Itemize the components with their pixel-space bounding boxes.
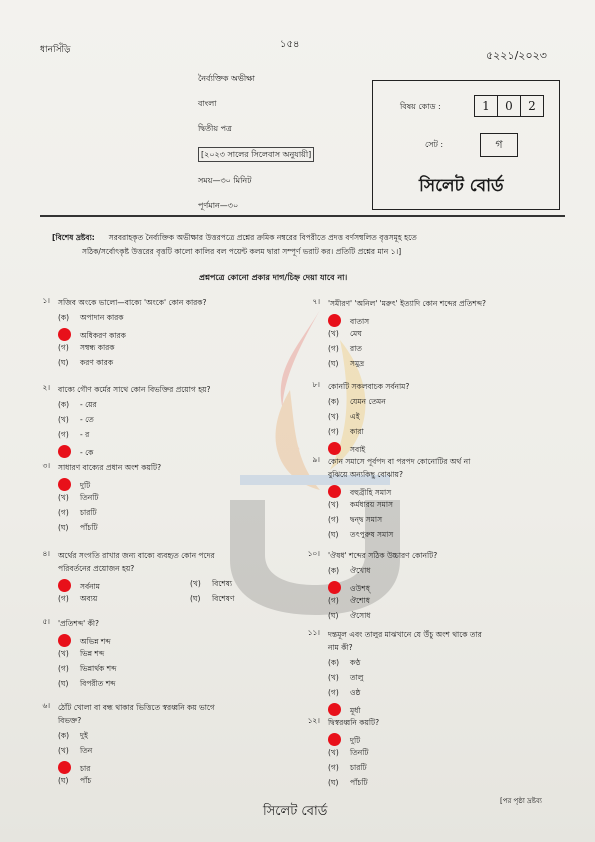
answer-option [58,776,91,788]
answer-option [58,634,111,649]
page-number: ১৫৪ [280,39,300,50]
answer-option [190,579,232,591]
option-marker: (গ) [328,688,339,697]
answer-option [328,485,391,500]
exam-info [198,72,314,224]
option-text: ঔসোধ [350,611,371,620]
question-text: দ্বিস্বরধ্বনি কয়টি? [328,718,380,727]
answer-option [58,313,124,325]
option-marker: (ঘ) [328,611,339,620]
footer-board-name: সিলেট বোর্ড [263,804,328,819]
option-text: দুটি [80,481,91,490]
answer-option [58,523,98,535]
answer-option [58,400,97,412]
question-text: 'সমীরণ' 'অনিল' 'মরুৎ' ইত্যাদি কোন শব্দের প্রতিশব্দ? [328,299,487,308]
option-marker: (খ) [328,412,339,421]
option-text: সমুদ্র [350,359,365,368]
answer-option [328,763,367,775]
board-name: সিলেট বোর্ড [419,176,504,196]
option-text: কণ্ঠ [350,658,361,667]
option-text: সর্বনাম [80,582,100,591]
divider [40,215,565,217]
question-number: ৮। [312,380,320,389]
option-marker: (ঘ) [328,359,339,368]
answer-option [58,594,97,606]
answer-option [58,430,89,442]
option-marker: (খ) [328,500,339,509]
option-text: বিপরীত শব্দ [80,679,116,688]
question-number: ২। [42,383,50,392]
answer-option [328,673,363,685]
option-marker: (ঘ) [328,530,339,539]
answer-option [328,427,364,439]
answer-option [58,445,93,460]
answer-option [328,515,382,527]
answer-option [58,731,88,743]
answer-option [328,748,368,760]
instructions [52,231,572,259]
filled-answer-bubble [328,314,341,327]
question-number: ১। [42,296,50,305]
answer-option [58,579,100,594]
paper-name: দ্বিতীয় পত্র [198,124,232,133]
set-label: সেট : [425,140,444,149]
answer-option [58,664,116,676]
code-digit: 2 [528,99,536,113]
option-text: চারটি [80,508,97,517]
option-text: পাঁচটি [80,523,98,532]
option-text: সম্বন্ধ কারক [80,343,115,352]
option-text: পাঁচটি [350,778,368,787]
answer-option [328,688,360,700]
question-text: সাধারণ বাক্যের প্রধান অংশ কয়টি? [58,463,162,472]
answer-option [58,761,90,776]
option-text: তালু [350,673,364,682]
option-marker: (ঘ) [190,594,201,603]
syllabus-note: [২০২৩ সালের সিলেবাস অনুযায়ী] [198,147,314,162]
exam-type: নৈর্ব্যক্তিক অভীক্ষা [198,74,255,83]
option-text: অধিকরণ কারক [80,331,126,340]
exam-time: সময়—৩০ মিনিট [198,176,252,185]
option-marker: (খ) [58,746,69,755]
option-text: দুটি [350,736,361,745]
answer-option [58,478,90,493]
filled-answer-bubble [58,445,71,458]
answer-option [328,566,370,578]
option-text: তিনটি [80,493,99,502]
question-number: ৩। [42,461,50,470]
question-text: কোনটি সকলবাচক সর্বনাম? [328,382,410,391]
question-text: অর্থের সংগতি রাখার জন্য বাক্যে ব্যবহৃত কোন পদের [58,551,215,560]
option-marker: (গ) [58,594,69,603]
question-text: 'প্রতিশব্দ' কী? [58,619,99,628]
option-text: চার [80,764,91,773]
option-marker: (গ) [58,343,69,352]
answer-option [328,778,368,790]
filled-answer-bubble [328,733,341,746]
filled-answer-bubble [328,442,341,455]
option-marker: (গ) [328,596,339,605]
filled-answer-bubble [58,328,71,341]
subject-code-label: বিষয় কোড : [400,102,441,111]
answer-option [58,746,92,758]
answer-option [328,314,369,329]
question-text: নাম কী? [328,643,353,652]
option-marker: (ঘ) [58,679,69,688]
code-digit: 0 [498,96,521,116]
question-text: বিভক্ত? [58,716,82,725]
option-text: মূর্ধা [350,706,361,715]
filled-answer-bubble [58,579,71,592]
question-number: ১২। [307,716,320,725]
filled-answer-bubble [58,478,71,491]
answer-option [328,344,362,356]
option-marker: (গ) [328,427,339,436]
answer-option [328,329,362,341]
option-text: ঔখোধ [350,566,371,575]
answer-option [328,500,393,512]
filled-answer-bubble [328,485,341,498]
question-text: পরিবর্তনের প্রয়োজন হয়? [58,564,135,573]
option-text: ওষ্ঠ [350,688,361,697]
question-code: ৫২২১/২০২৩ [486,49,547,62]
option-marker: (খ) [190,579,201,588]
question-number: ৬। [42,701,50,710]
instructions-text-1: সরবরাহকৃত নৈর্ব্যক্তিক অভীক্ষার উত্তরপত্রে প্রশ্নের ক্রমিক নম্বরের বিপরীতে প্রদত্ত বর্ণসম্বলিত বৃত্তসমূহ হতে [108,233,417,242]
option-marker: (গ) [328,344,339,353]
option-marker: (খ) [58,493,69,502]
option-text: দুই [80,731,88,740]
option-text: চারটি [350,763,367,772]
question-number: ১১। [307,628,320,637]
question-number: ৯। [312,455,320,464]
question-number: ১০। [307,549,320,558]
question-text: বুঝিয়ে অন্যকিছু বোঝায়? [328,470,403,479]
option-marker: (গ) [58,664,69,673]
option-text: - কে [80,448,94,457]
filled-answer-bubble [58,761,71,774]
option-text: এই [350,412,360,421]
option-marker: (ক) [58,731,70,740]
option-text: করণ কারক [80,358,114,367]
answer-option [58,679,115,691]
answer-option [190,594,234,606]
option-text: দ্বন্দ্ব সমাস [350,515,383,524]
question-text: দন্তমূল এবং তালুর মাঝখানে যে উঁচু অংশ থাকে তার [328,630,482,639]
option-text: বিশেষ্য [212,579,233,588]
answer-option [328,596,370,608]
filled-answer-bubble [328,581,341,594]
answer-option [328,530,393,542]
answer-option [58,493,98,505]
no-marks-note: প্রশ্নপত্রে কোনো প্রকার দাগ/চিহ্ন দেয়া যাবে না। [199,273,348,282]
option-text: রাত [350,344,362,353]
filled-answer-bubble [58,634,71,647]
option-marker: (গ) [58,430,69,439]
subject-name: বাংলা [198,99,217,108]
option-marker: (গ) [58,508,69,517]
question-text: 'ঔষধ' শব্দের সঠিক উচ্চারণ কোনটি? [328,551,438,560]
option-text: কারা [350,427,364,436]
subject-code-box [372,80,560,210]
answer-option [58,508,97,520]
instructions-label: [বিশেষ দ্রষ্টব্য: [52,233,95,242]
option-text: বিশেষণ [212,594,235,603]
option-text: ভিন্নার্থক শব্দ [80,664,117,673]
option-text: যেমন তেমন [350,397,386,406]
option-marker: (খ) [328,748,339,757]
option-marker: (খ) [328,673,339,682]
answer-option [328,359,364,371]
answer-option [328,733,360,748]
option-marker: (ঘ) [58,358,69,367]
question-text: কোন সমাসে পূর্বপদ বা পরপদ কোনোটির অর্থ না [328,457,471,466]
page-turn-note: [পর পৃষ্ঠা দ্রষ্টব্য [500,797,542,805]
question-number: ৭। [312,297,320,306]
answer-option [328,611,371,623]
option-text: বহুব্রীহি সমাস [350,488,392,497]
option-text: পাঁচ [80,776,92,785]
subject-code-digits [474,95,544,117]
answer-option [58,415,94,427]
option-marker: (ঘ) [58,776,69,785]
option-marker: (ক) [58,400,70,409]
option-marker: (ঘ) [328,778,339,787]
option-marker: (ক) [328,566,340,575]
option-marker: (গ) [328,515,339,524]
answer-option [328,397,386,409]
option-marker: (খ) [58,415,69,424]
header-left-label: ধানসিঁড়ি [40,45,71,55]
option-text: - তে [80,415,94,424]
option-marker: (ক) [328,658,340,667]
answer-option [58,343,115,355]
question-text: ঠোঁট খোলা বা বন্ধ থাকার ভিত্তিতে স্বরধ্বনি কয় ভাগে [58,703,215,712]
option-text: অপাদান কারক [80,313,124,322]
option-text: - য়ের [80,400,97,409]
answer-option [328,581,370,596]
full-marks: পূর্ণমান—৩০ [198,201,239,210]
answer-option [328,658,360,670]
option-marker: (ঘ) [58,523,69,532]
instructions-text-2: সঠিক/সর্বোৎকৃষ্ট উত্তরের বৃত্তটি কালো কালির বল পয়েন্ট কলম দ্বারা সম্পূর্ণ ভরাট কর। প্রতিটি প্রশ্নের মান ১।] [82,247,402,256]
answer-option [58,358,113,370]
question-text: সজিব অংকে ভালো—বাক্যে 'অংকে' কোন কারক? [58,298,207,307]
option-text: অভিন্ন শব্দ [80,637,111,646]
option-marker: (ক) [328,397,340,406]
option-marker: (গ) [328,763,339,772]
option-text: ভিন্ন শব্দ [80,649,105,658]
option-marker: (ক) [58,313,70,322]
option-text: অব্যয় [80,594,98,603]
filled-answer-bubble [328,703,341,716]
option-marker: (খ) [58,649,69,658]
question-number: ৪। [42,549,50,558]
code-digit: 1 [475,96,498,116]
answer-option [328,412,360,424]
option-text: তিনটি [350,748,369,757]
option-text: - র [80,430,90,439]
answer-option [58,649,104,661]
question-text: বাক্যে গৌণ কর্মের সাথে কোন বিভক্তির প্রয়োগ হয়? [58,385,211,394]
question-number: ৫। [42,617,50,626]
option-text: সবাই [350,445,366,454]
option-text: কর্মধারয় সমাস [350,500,393,509]
option-text: ঔশোধ [350,596,370,605]
option-text: মেঘ [350,329,362,338]
option-text: তিন [80,746,93,755]
answer-option [58,328,126,343]
option-text: ওউশধ্ [350,584,371,593]
option-text: তৎপুরুষ সমাস [350,530,394,539]
option-text: বাতাস [350,317,370,326]
set-value: গ [480,133,518,157]
option-marker: (খ) [328,329,339,338]
